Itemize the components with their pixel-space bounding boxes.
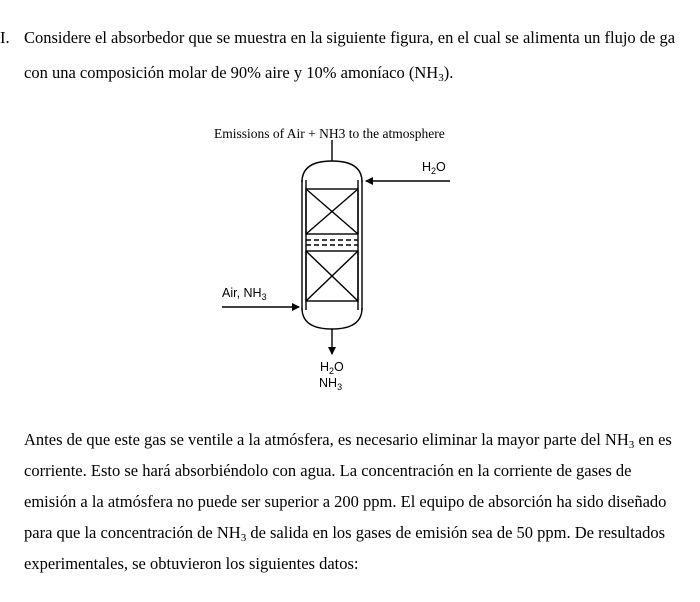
paragraph-line-5: experimentales, se obtuvieron los siguientes datos: bbox=[24, 554, 359, 573]
p1-tail: en es bbox=[634, 430, 672, 449]
paragraph-line-1 bbox=[24, 429, 672, 451]
gas-inlet-label bbox=[222, 286, 267, 300]
paragraph-line-3: emisión a la atmósfera no puede ser superior a 200 ppm. El equipo de absorción ha sido diseñado bbox=[24, 492, 667, 511]
figure-caption: Emissions of Air + NH3 to the atmosphere bbox=[214, 126, 445, 141]
gas-in-text: Air, NH bbox=[222, 286, 262, 300]
absorber-column bbox=[302, 140, 362, 354]
question-line-1: Considere el absorbedor que se muestra en la siguiente figura, en el cual se alimenta un flujo de ga bbox=[24, 28, 676, 47]
p1-text: Antes de que este gas se ventile a la atmósfera, es necesario eliminar la mayor parte del NH bbox=[24, 430, 629, 449]
paragraph-line-4 bbox=[24, 522, 665, 544]
water-in-o: O bbox=[436, 160, 446, 174]
subscript: 3 bbox=[438, 72, 444, 84]
bottom-water-label bbox=[320, 360, 344, 374]
p4-text: para que la concentración de NH bbox=[24, 523, 241, 542]
question-line-2-tail: ). bbox=[443, 63, 454, 82]
p1-sub: 3 bbox=[628, 439, 635, 451]
question-line-2-text: con una composición molar de 90% aire y 10% amoníaco (NH bbox=[24, 63, 439, 82]
paragraph-line-2: corriente. Esto se hará absorbiéndolo con agua. La concentración en la corriente de gases de bbox=[24, 461, 632, 480]
gas-in-sub: 3 bbox=[261, 292, 267, 302]
question-number: I. bbox=[0, 28, 10, 47]
bottom-water-sub: 2 bbox=[329, 366, 335, 376]
water-inlet-label bbox=[422, 160, 446, 174]
water-in-sub: 2 bbox=[431, 166, 437, 176]
p4-sub: 3 bbox=[240, 532, 247, 544]
bottom-nh3-label bbox=[319, 376, 342, 390]
bottom-water-h: H bbox=[320, 360, 330, 374]
p4-tail: de salida en los gases de emisión sea de 50 ppm. De resultados bbox=[246, 523, 666, 542]
water-in-h: H bbox=[422, 160, 432, 174]
bottom-nh3-sub: 3 bbox=[337, 382, 343, 392]
bottom-water-o: O bbox=[334, 360, 344, 374]
bottom-nh3-text: NH bbox=[319, 376, 338, 390]
